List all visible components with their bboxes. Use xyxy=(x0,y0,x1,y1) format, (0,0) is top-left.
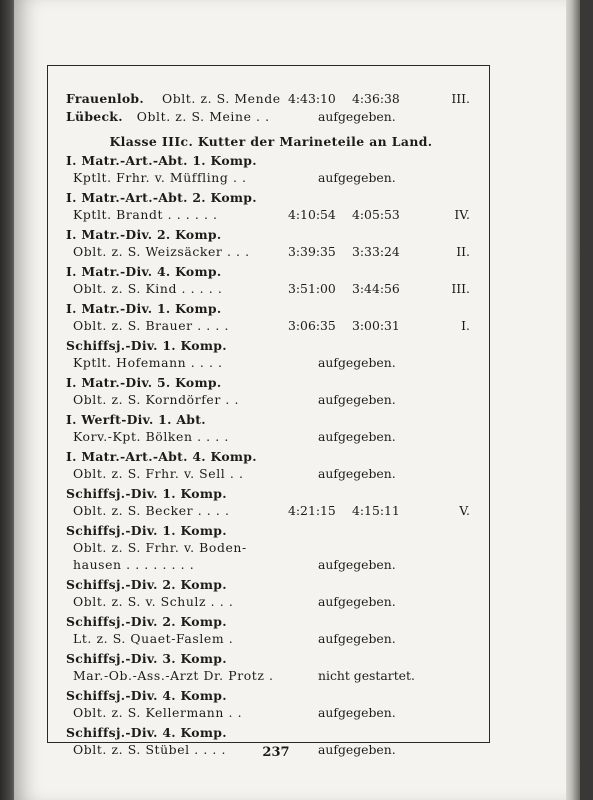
skipper-name: Mar.-Ob.-Ass.-Arzt Dr. Protz . xyxy=(73,668,274,683)
boat-name: Lübeck. xyxy=(66,109,123,124)
placing: V. xyxy=(459,503,470,518)
skipper-name: Oblt. z. S. Kellermann . . xyxy=(73,705,243,720)
unit-name: I. Matr.-Art.-Abt. 2. Komp. xyxy=(66,190,257,205)
unit-name: I. Matr.-Div. 4. Komp. xyxy=(66,264,222,279)
entry-line xyxy=(66,169,476,186)
skipper-name: Korv.-Kpt. Bölken . . . . xyxy=(73,429,229,444)
placing: III. xyxy=(451,281,470,296)
entry-line xyxy=(66,593,476,610)
entry-list xyxy=(66,152,476,761)
entry-line xyxy=(66,556,476,573)
result-status: aufgegeben. xyxy=(318,392,396,407)
skipper-name: Oblt. z. S. Meine . . xyxy=(136,109,270,124)
placing: II. xyxy=(456,244,470,259)
page-number: 237 xyxy=(262,745,290,760)
entry-line xyxy=(66,391,476,408)
skipper-name: Oblt. z. S. v. Schulz . . . xyxy=(73,594,234,609)
entry-line xyxy=(66,317,476,334)
entry-line xyxy=(66,354,476,371)
unit-name: Schiffsj.-Div. 4. Komp. xyxy=(66,688,227,703)
result-row-luebeck xyxy=(66,108,476,126)
time-elapsed: 3:39:35 xyxy=(288,244,336,259)
skipper-name: Oblt. z. S. Frhr. v. Boden- xyxy=(73,540,247,555)
unit-name: I. Matr.-Div. 5. Komp. xyxy=(66,375,222,390)
skipper-name: Kptlt. Frhr. v. Müffling . . xyxy=(73,170,247,185)
entry xyxy=(66,650,476,687)
unit-name: Schiffsj.-Div. 2. Komp. xyxy=(66,577,227,592)
result-status: aufgegeben. xyxy=(318,594,396,609)
entry xyxy=(66,576,476,613)
result-status: aufgegeben. xyxy=(318,429,396,444)
unit-name: Schiffsj.-Div. 1. Komp. xyxy=(66,338,227,353)
time-corrected: 4:36:38 xyxy=(352,91,400,106)
entry xyxy=(66,152,476,189)
entry-line xyxy=(66,243,476,260)
skipper-name-continued: hausen . . . . . . . . xyxy=(73,557,195,572)
unit-name: Schiffsj.-Div. 2. Komp. xyxy=(66,614,227,629)
placing: I. xyxy=(461,318,470,333)
entry xyxy=(66,448,476,485)
time-elapsed: 3:51:00 xyxy=(288,281,336,296)
skipper-name: Lt. z. S. Quaet-Faslem . xyxy=(73,631,234,646)
result-status: aufgegeben. xyxy=(318,631,396,646)
time-elapsed: 3:06:35 xyxy=(288,318,336,333)
entry xyxy=(66,411,476,448)
time-corrected: 3:44:56 xyxy=(352,281,400,296)
unit-name: I. Matr.-Div. 1. Komp. xyxy=(66,301,222,316)
entry-line xyxy=(66,465,476,482)
entry xyxy=(66,263,476,300)
entry xyxy=(66,337,476,374)
result-status: aufgegeben. xyxy=(318,557,396,572)
result-status: nicht gestartet. xyxy=(318,668,415,683)
entry xyxy=(66,300,476,337)
time-elapsed: 4:21:15 xyxy=(288,503,336,518)
skipper-name: Oblt. z. S. Mende xyxy=(161,91,281,106)
entry xyxy=(66,189,476,226)
boat-name: Frauenlob. xyxy=(66,91,144,106)
time-corrected: 3:33:24 xyxy=(352,244,400,259)
unit-name: I. Matr.-Art.-Abt. 4. Komp. xyxy=(66,449,257,464)
entry xyxy=(66,613,476,650)
skipper-name: Kptlt. Hofemann . . . . xyxy=(73,355,223,370)
entry-line xyxy=(66,280,476,297)
unit-name: I. Matr.-Div. 2. Komp. xyxy=(66,227,222,242)
entry-line xyxy=(66,539,476,556)
result-status: aufgegeben. xyxy=(318,742,396,757)
result-status: aufgegeben. xyxy=(318,466,396,481)
skipper-name: Oblt. z. S. Weizsäcker . . . xyxy=(73,244,250,259)
time-elapsed: 4:43:10 xyxy=(288,91,336,106)
entry xyxy=(66,374,476,411)
skipper-name: Oblt. z. S. Brauer . . . . xyxy=(73,318,229,333)
skipper-name: Oblt. z. S. Stübel . . . . xyxy=(73,742,227,757)
entry-line xyxy=(66,630,476,647)
entry-line xyxy=(66,667,476,684)
entry-line xyxy=(66,502,476,519)
time-corrected: 3:00:31 xyxy=(352,318,400,333)
entry xyxy=(66,522,476,576)
result-status: aufgegeben. xyxy=(318,705,396,720)
entry-line xyxy=(66,428,476,445)
skipper-name: Oblt. z. S. Kind . . . . . xyxy=(73,281,223,296)
entry-line xyxy=(66,206,476,223)
unit-name: Schiffsj.-Div. 1. Komp. xyxy=(66,523,227,538)
entry xyxy=(66,485,476,522)
unit-name: I. Matr.-Art.-Abt. 1. Komp. xyxy=(66,153,257,168)
time-corrected: 4:15:11 xyxy=(352,503,400,518)
entry-line xyxy=(66,704,476,721)
skipper-name: Oblt. z. S. Frhr. v. Sell . . xyxy=(73,466,244,481)
result-status: aufgegeben. xyxy=(318,109,396,124)
unit-name: Schiffsj.-Div. 4. Komp. xyxy=(66,725,227,740)
unit-name: Schiffsj.-Div. 1. Komp. xyxy=(66,486,227,501)
placing: IV. xyxy=(454,207,470,222)
result-status: aufgegeben. xyxy=(318,170,396,185)
results-table xyxy=(66,90,476,761)
placing: III. xyxy=(451,91,470,106)
skipper-name: Oblt. z. S. Korndörfer . . xyxy=(73,392,240,407)
skipper-name: Kptlt. Brandt . . . . . . xyxy=(73,207,218,222)
class-heading: Klasse IIIc. Kutter der Marineteile an Land. xyxy=(109,134,433,149)
time-corrected: 4:05:53 xyxy=(352,207,400,222)
entry xyxy=(66,687,476,724)
time-elapsed: 4:10:54 xyxy=(288,207,336,222)
result-status: aufgegeben. xyxy=(318,355,396,370)
page-edge xyxy=(566,0,580,800)
unit-name: Schiffsj.-Div. 3. Komp. xyxy=(66,651,227,666)
entry xyxy=(66,226,476,263)
unit-name: I. Werft-Div. 1. Abt. xyxy=(66,412,206,427)
result-row-frauenlob xyxy=(66,90,476,108)
skipper-name: Oblt. z. S. Becker . . . . xyxy=(73,503,230,518)
